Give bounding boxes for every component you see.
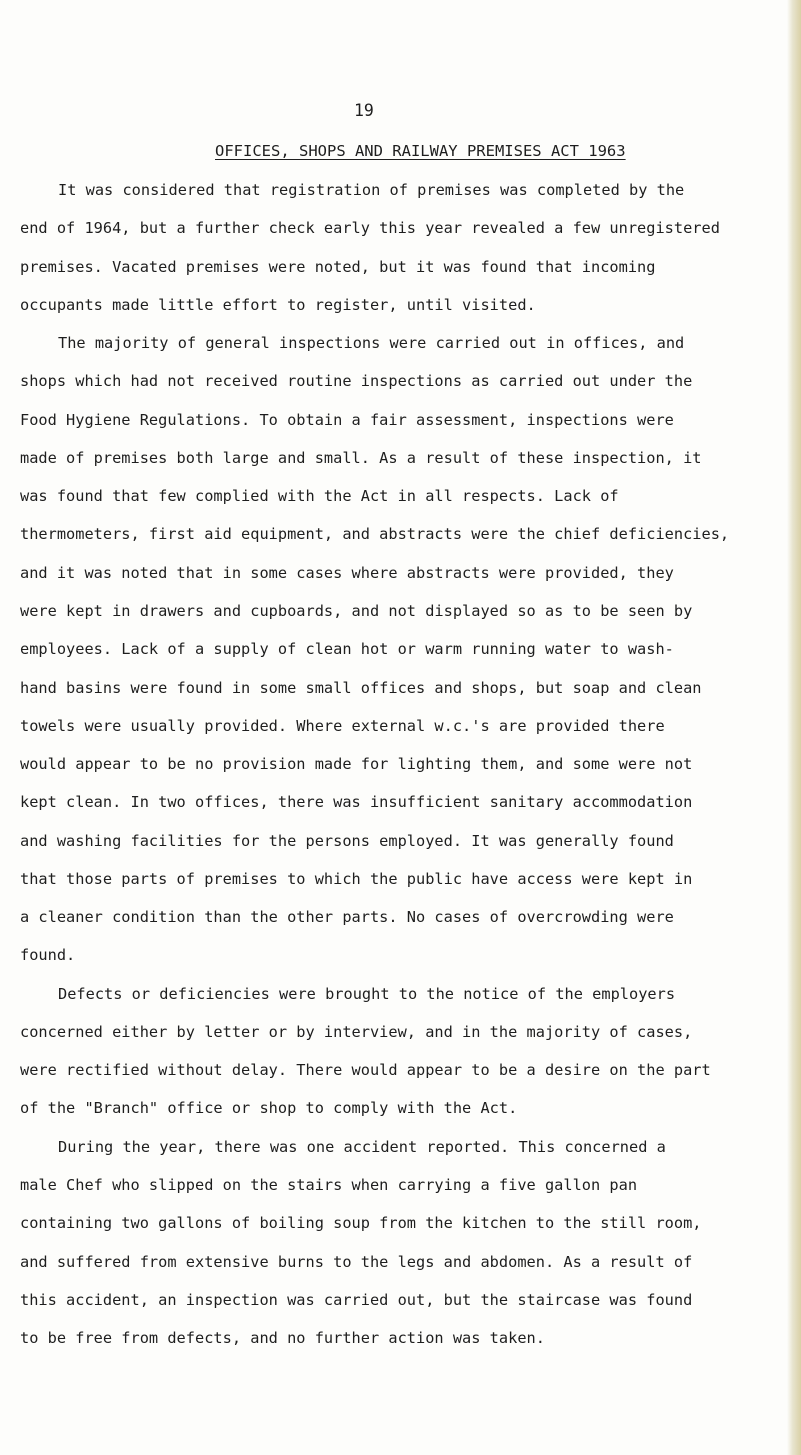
text-line: and washing facilities for the persons employed. It was generally found bbox=[20, 831, 674, 850]
text-line: and it was noted that in some cases where abstracts were provided, they bbox=[20, 563, 674, 582]
text-line: shops which had not received routine inspections as carried out under the bbox=[20, 372, 693, 391]
text-line: this accident, an inspection was carried out, but the staircase was found bbox=[20, 1290, 693, 1309]
text-line: It was considered that registration of premises was completed by the bbox=[58, 181, 685, 199]
text-line: concerned either by letter or by interview, and in the majority of cases, bbox=[20, 1022, 693, 1041]
text-line: kept clean. In two offices, there was insufficient sanitary accommodation bbox=[20, 793, 693, 812]
text-line: premises. Vacated premises were noted, but it was found that incoming bbox=[20, 257, 656, 276]
text-line: made of premises both large and small. As a result of these inspection, it bbox=[20, 448, 702, 467]
text-line: employees. Lack of a supply of clean hot or warm running water to wash- bbox=[20, 640, 674, 659]
text-line: Defects or deficiencies were brought to the notice of the employers bbox=[58, 984, 676, 1003]
text-line: During the year, there was one accident reported. This concerned a bbox=[58, 1137, 666, 1156]
text-line: occupants made little effort to register, until visited. bbox=[20, 295, 536, 314]
page-edge-shadow bbox=[787, 0, 801, 1455]
text-line: were rectified without delay. There would appear to be a desire on the part bbox=[20, 1061, 711, 1080]
text-line: was found that few complied with the Act in all respects. Lack of bbox=[20, 487, 619, 506]
text-line: thermometers, first aid equipment, and abstracts were the chief deficiencies, bbox=[20, 525, 730, 544]
text-line: Food Hygiene Regulations. To obtain a fair assessment, inspections were bbox=[20, 410, 674, 429]
text-line: end of 1964, but a further check early this year revealed a few unregistered bbox=[20, 219, 720, 238]
text-line: towels were usually provided. Where external w.c.'s are provided there bbox=[20, 716, 665, 735]
text-line: containing two gallons of boiling soup from the kitchen to the still room, bbox=[20, 1214, 702, 1233]
text-line: would appear to be no provision made for lighting them, and some were not bbox=[20, 755, 693, 774]
text-line: The majority of general inspections were carried out in offices, and bbox=[58, 334, 685, 353]
text-line: were kept in drawers and cupboards, and not displayed so as to be seen by bbox=[20, 601, 693, 620]
text-line: of the "Branch" office or shop to comply with the Act. bbox=[20, 1099, 518, 1118]
text-line: found. bbox=[20, 946, 76, 965]
text-line: and suffered from extensive burns to the legs and abdomen. As a result of bbox=[20, 1252, 693, 1271]
text-line: that those parts of premises to which the public have access were kept in bbox=[20, 869, 693, 888]
text-line: male Chef who slipped on the stairs when carrying a five gallon pan bbox=[20, 1176, 638, 1195]
text-line: to be free from defects, and no further action was taken. bbox=[20, 1329, 545, 1348]
text-line: hand basins were found in some small offices and shops, but soap and clean bbox=[20, 678, 702, 697]
text-line: a cleaner condition than the other parts. No cases of overcrowding were bbox=[20, 908, 674, 927]
page-number: 19 bbox=[354, 101, 374, 120]
document-heading: OFFICES, SHOPS AND RAILWAY PREMISES ACT 1963 bbox=[215, 142, 626, 160]
